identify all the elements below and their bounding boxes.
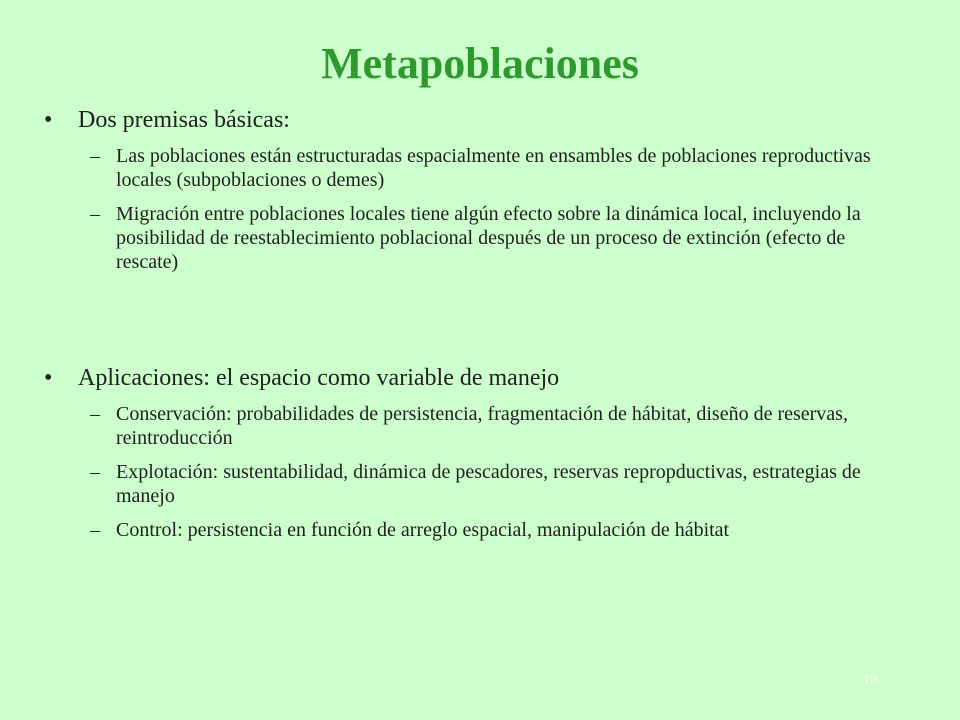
bullet-text: Dos premisas básicas: <box>78 107 290 133</box>
page-number: 19 <box>863 672 877 687</box>
sub-marker: – <box>90 403 100 425</box>
sub-marker: – <box>90 145 100 167</box>
bullet-premisas <box>44 106 924 284</box>
bullet-marker: • <box>44 107 53 133</box>
sub-item <box>90 518 924 542</box>
bullet-text: Aplicaciones: el espacio como variable de manejo <box>78 365 560 391</box>
sub-marker: – <box>90 519 100 541</box>
sub-item-text: Conservación: probabilidades de persistencia, fragmentación de hábitat, diseño de reservas, reintroducción <box>116 403 848 449</box>
sub-item <box>90 402 924 450</box>
sub-item-text: Control: persistencia en función de arreglo espacial, manipulación de hábitat <box>116 519 730 541</box>
bullet-aplicaciones <box>44 364 924 552</box>
sub-item <box>90 460 924 508</box>
sub-marker: – <box>90 461 100 483</box>
sub-item-text: Explotación: sustentabilidad, dinámica de pescadores, reservas repropductivas, estrategias de manejo <box>116 461 861 507</box>
slide-title: Metapoblaciones <box>321 39 639 88</box>
sub-list <box>44 144 924 274</box>
sub-list <box>44 402 924 542</box>
sub-item <box>90 202 924 274</box>
sub-item-text: Las poblaciones están estructuradas espacialmente en ensambles de poblaciones reproductivas locales (subpoblaciones o demes) <box>116 145 871 191</box>
bullet-marker: • <box>44 365 53 391</box>
sub-item-text: Migración entre poblaciones locales tiene algún efecto sobre la dinámica local, incluyendo la posibilidad de reestablecimiento poblacional después de un proceso de extinción (efecto de rescate) <box>116 203 861 273</box>
sub-item <box>90 144 924 192</box>
sub-marker: – <box>90 203 100 225</box>
